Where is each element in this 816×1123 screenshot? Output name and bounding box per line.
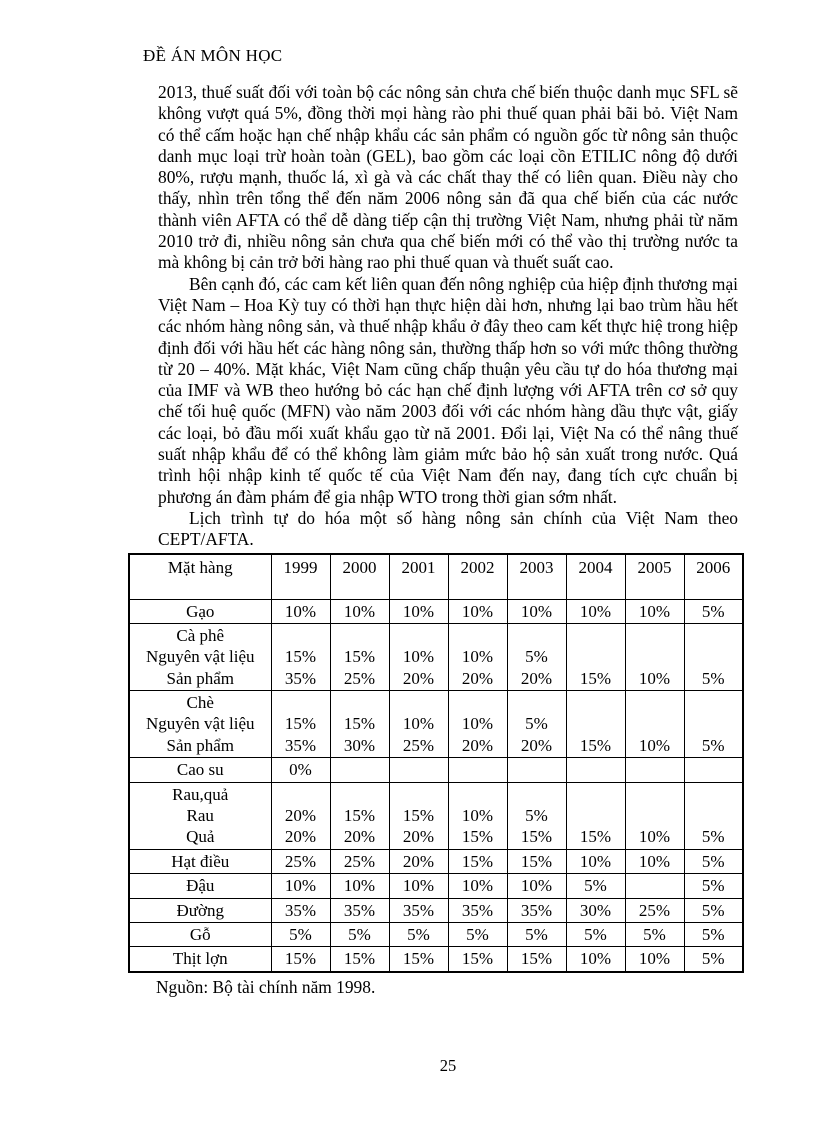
- tariff-value: 10%: [520, 876, 553, 896]
- tariff-value: [449, 759, 507, 780]
- tariff-value: 5%: [525, 647, 548, 667]
- tariff-value: [685, 713, 743, 734]
- tariff-value: [626, 875, 684, 896]
- row-label-cell: [129, 623, 271, 690]
- tariff-value: 25%: [638, 900, 671, 920]
- table-row: [129, 849, 743, 873]
- column-header-year: 2004: [566, 554, 625, 600]
- tariff-value-cell: [389, 623, 448, 690]
- tariff-value: 20%: [402, 668, 435, 688]
- tariff-value: [567, 625, 625, 646]
- tariff-value: [331, 625, 389, 646]
- tariff-value: [567, 784, 625, 805]
- tariff-value-cell: [507, 947, 566, 972]
- tariff-value-cell: [507, 691, 566, 758]
- tariff-value-cell: [448, 623, 507, 690]
- tariff-value-cell: [448, 691, 507, 758]
- tariff-value-cell: [684, 947, 743, 972]
- tariff-value: [685, 646, 743, 667]
- tariff-value: 10%: [343, 601, 376, 621]
- table-row: [129, 623, 743, 690]
- source-note: Nguồn: Bộ tài chính năm 1998.: [156, 976, 376, 997]
- tariff-value: [567, 759, 625, 780]
- document-header: ĐỀ ÁN MÔN HỌC: [143, 46, 283, 65]
- tariff-value: [626, 713, 684, 734]
- page-number: 25: [439, 1056, 457, 1075]
- table-caption-paragraph: Lịch trình tự do hóa một số hàng nông sản chính của Việt Nam theo CEPT/AFTA.: [158, 507, 738, 550]
- tariff-value-cell: [271, 874, 330, 898]
- tariff-value: 20%: [284, 806, 317, 826]
- tariff-value-cell: [448, 898, 507, 922]
- row-label: Đậu: [186, 876, 215, 896]
- tariff-value: 5%: [525, 806, 548, 826]
- tariff-value-cell: [566, 898, 625, 922]
- tariff-value: 15%: [284, 647, 317, 667]
- tariff-value: 15%: [579, 735, 612, 755]
- tariff-value: [685, 759, 743, 780]
- column-header-item: Mặt hàng: [129, 554, 271, 600]
- row-label: Nguyên vật liệu: [145, 714, 255, 734]
- tariff-value-cell: [625, 947, 684, 972]
- tariff-value-cell: [684, 599, 743, 623]
- tariff-value: 10%: [579, 949, 612, 969]
- column-header-year: 2000: [330, 554, 389, 600]
- tariff-value: 15%: [402, 806, 435, 826]
- tariff-value: 35%: [520, 900, 553, 920]
- tariff-value-cell: [566, 923, 625, 947]
- tariff-value-cell: [684, 898, 743, 922]
- tariff-value: 10%: [461, 714, 494, 734]
- tariff-value-cell: [507, 874, 566, 898]
- tariff-value-cell: [330, 758, 389, 782]
- tariff-value-cell: [684, 849, 743, 873]
- tariff-value: [685, 784, 743, 805]
- tariff-value: 15%: [579, 827, 612, 847]
- tariff-value: 15%: [520, 827, 553, 847]
- tariff-value: 15%: [520, 851, 553, 871]
- tariff-value: 10%: [638, 851, 671, 871]
- table-row: [129, 898, 743, 922]
- tariff-value-cell: [271, 599, 330, 623]
- tariff-value: [331, 759, 389, 780]
- tariff-value-cell: [684, 874, 743, 898]
- row-label: Sản phẩm: [166, 668, 235, 688]
- tariff-value: 35%: [343, 900, 376, 920]
- tariff-value: 15%: [402, 949, 435, 969]
- tariff-value-cell: [684, 758, 743, 782]
- row-label: Rau: [186, 806, 214, 826]
- tariff-value: 15%: [343, 714, 376, 734]
- tariff-value-cell: [389, 782, 448, 849]
- table-row: [129, 758, 743, 782]
- row-label: Cao su: [176, 760, 224, 780]
- tariff-value: [567, 646, 625, 667]
- tariff-value-cell: [448, 874, 507, 898]
- tariff-value: [685, 692, 743, 713]
- tariff-value: 5%: [701, 668, 725, 688]
- tariff-value-cell: [625, 599, 684, 623]
- tariff-value: 5%: [289, 925, 312, 944]
- tariff-value-cell: [566, 874, 625, 898]
- tariff-value-cell: [389, 691, 448, 758]
- tariff-value: 15%: [284, 949, 317, 969]
- row-label-cell: [129, 874, 271, 898]
- tariff-value: [508, 692, 566, 713]
- tariff-value-cell: [271, 898, 330, 922]
- tariff-value-cell: [271, 691, 330, 758]
- row-label: Sản phẩm: [166, 735, 235, 755]
- tariff-value: 5%: [584, 876, 607, 896]
- row-label-cell: [129, 782, 271, 849]
- tariff-value: 10%: [284, 876, 317, 896]
- tariff-value: 15%: [461, 949, 494, 969]
- tariff-value: 20%: [461, 668, 494, 688]
- tariff-value: [390, 625, 448, 646]
- tariff-value: 25%: [343, 851, 376, 871]
- tariff-value: 15%: [343, 647, 376, 667]
- tariff-value: 35%: [402, 900, 435, 920]
- tariff-value-cell: [625, 782, 684, 849]
- body-paragraph: Bên cạnh đó, các cam kết liên quan đến nông nghiệp của hiệp định thương mại Việt Nam – Hoa Kỳ tuy có thời hạn thực hiện dài hơn, nhưng lại bao trùm hầu hết các nhóm hàng nông sản, và thuế nhập khẩu ở đây theo cam kết thực hiệ trong hiệp định đối với hầu hết các hàng nông sản, thường thấp hơn so với mức thông thường từ 20 – 40%. Mặt khác, Việt Nam cũng chấp thuận yêu cầu tự do hóa thương mại của IMF và WB theo hướng bỏ các hạn chế định lượng với AFTA trên cơ sở quy chế tối huệ quốc (MFN) vào năm 2003 đối với các nhóm hàng dầu thực vật, giấy các loại, bỏ đầu mối xuất khẩu gạo từ nă 2001. Đổi lại, Việt Na có thể nâng thuế suất nhập khẩu để có thể không làm giảm mức bảo hộ sản xuất trong nước. Quá trình hội nhập kinh tế quốc tế của Việt Nam đến nay, đang tích cực chuẩn bị phương án đàm phám để gia nhập WTO trong thời gian sớm nhất.: [158, 273, 738, 507]
- row-label-cell: [129, 898, 271, 922]
- tariff-value: 20%: [402, 827, 435, 847]
- tariff-value-cell: [271, 947, 330, 972]
- tariff-value-cell: [271, 758, 330, 782]
- tariff-value-cell: [566, 691, 625, 758]
- tariff-value: 10%: [461, 601, 494, 621]
- tariff-value: [331, 692, 389, 713]
- tariff-value: [626, 805, 684, 826]
- tariff-value: 15%: [520, 949, 553, 969]
- tariff-value: 15%: [284, 714, 317, 734]
- column-header-year: 2003: [507, 554, 566, 600]
- tariff-table: [128, 553, 744, 973]
- tariff-value: 20%: [402, 851, 435, 871]
- tariff-value: 10%: [520, 601, 553, 621]
- table-row: [129, 782, 743, 849]
- tariff-value-cell: [330, 874, 389, 898]
- row-label: Quả: [186, 827, 215, 847]
- tariff-value: [390, 692, 448, 713]
- tariff-value: 5%: [701, 876, 725, 896]
- tariff-value: [626, 759, 684, 780]
- tariff-value: 5%: [643, 925, 666, 944]
- tariff-value: 10%: [579, 851, 612, 871]
- tariff-value: 5%: [407, 925, 430, 944]
- page-content: [143, 46, 738, 998]
- tariff-value: [449, 692, 507, 713]
- tariff-value: 30%: [343, 735, 376, 755]
- tariff-value: [390, 759, 448, 780]
- tariff-value: 10%: [579, 601, 612, 621]
- tariff-value: [626, 692, 684, 713]
- tariff-value-cell: [684, 923, 743, 947]
- tariff-value: [685, 805, 743, 826]
- tariff-value: 35%: [284, 735, 317, 755]
- tariff-value: 15%: [343, 806, 376, 826]
- tariff-value-cell: [625, 898, 684, 922]
- tariff-value-cell: [625, 691, 684, 758]
- tariff-value: 5%: [701, 601, 725, 621]
- tariff-value-cell: [507, 758, 566, 782]
- tariff-value: 10%: [461, 806, 494, 826]
- tariff-value: 5%: [701, 735, 725, 755]
- tariff-value: 10%: [402, 647, 435, 667]
- tariff-value: 10%: [461, 647, 494, 667]
- tariff-value-cell: [625, 923, 684, 947]
- tariff-value-cell: [448, 923, 507, 947]
- tariff-value: 20%: [461, 735, 494, 755]
- tariff-value-cell: [507, 782, 566, 849]
- tariff-value: [508, 625, 566, 646]
- tariff-value: [626, 646, 684, 667]
- tariff-value-cell: [448, 849, 507, 873]
- tariff-value: 10%: [638, 668, 671, 688]
- tariff-value-cell: [330, 849, 389, 873]
- tariff-value-cell: [566, 758, 625, 782]
- tariff-value-cell: [684, 691, 743, 758]
- tariff-value-cell: [684, 623, 743, 690]
- tariff-value: 10%: [638, 735, 671, 755]
- tariff-value: 20%: [343, 827, 376, 847]
- tariff-value-cell: [448, 782, 507, 849]
- tariff-value: 10%: [402, 601, 435, 621]
- tariff-value-cell: [271, 782, 330, 849]
- tariff-value-cell: [389, 849, 448, 873]
- tariff-value: 15%: [461, 851, 494, 871]
- column-header-year: 2005: [625, 554, 684, 600]
- tariff-value: [567, 692, 625, 713]
- tariff-value: [508, 784, 566, 805]
- tariff-value-cell: [566, 849, 625, 873]
- table-row: [129, 691, 743, 758]
- tariff-value: 20%: [284, 827, 317, 847]
- tariff-value: [567, 805, 625, 826]
- tariff-value-cell: [625, 874, 684, 898]
- tariff-value-cell: [271, 923, 330, 947]
- tariff-value: [449, 625, 507, 646]
- tariff-value-cell: [330, 947, 389, 972]
- tariff-value-cell: [625, 849, 684, 873]
- tariff-value: 5%: [525, 714, 548, 734]
- tariff-value-cell: [389, 947, 448, 972]
- tariff-value: 10%: [402, 714, 435, 734]
- tariff-value-cell: [448, 599, 507, 623]
- tariff-value-cell: [389, 898, 448, 922]
- tariff-value: [272, 784, 330, 805]
- tariff-value: 5%: [701, 949, 725, 969]
- tariff-value: 10%: [402, 876, 435, 896]
- tariff-value: 35%: [461, 900, 494, 920]
- tariff-value: [449, 784, 507, 805]
- body-text: [158, 82, 738, 551]
- tariff-value-cell: [448, 947, 507, 972]
- column-header-year: 2006: [684, 554, 743, 600]
- tariff-value-cell: [507, 599, 566, 623]
- tariff-value-cell: [566, 623, 625, 690]
- tariff-value: 20%: [520, 735, 553, 755]
- table-row: [129, 599, 743, 623]
- row-label: Cà phê: [176, 625, 225, 645]
- table-row: [129, 923, 743, 947]
- tariff-value-cell: [389, 923, 448, 947]
- tariff-value-cell: [507, 623, 566, 690]
- tariff-value: [390, 784, 448, 805]
- tariff-value: 5%: [525, 925, 548, 944]
- row-label: Gạo: [186, 601, 215, 621]
- tariff-value-cell: [566, 599, 625, 623]
- tariff-value-cell: [684, 782, 743, 849]
- tariff-value-cell: [389, 599, 448, 623]
- tariff-value: 15%: [579, 668, 612, 688]
- row-label: Thịt lợn: [172, 949, 228, 969]
- tariff-value-cell: [330, 898, 389, 922]
- row-label-cell: [129, 691, 271, 758]
- row-label-cell: [129, 599, 271, 623]
- tariff-table-body: [129, 599, 743, 972]
- tariff-value: 5%: [701, 827, 725, 847]
- tariff-value: 5%: [701, 851, 725, 871]
- tariff-value: 10%: [343, 876, 376, 896]
- tariff-value: [272, 692, 330, 713]
- tariff-value-cell: [566, 782, 625, 849]
- tariff-value-cell: [566, 947, 625, 972]
- body-paragraph: 2013, thuế suất đối với toàn bộ các nông sản chưa chế biến thuộc danh mục SFL sẽ không vượt quá 5%, đồng thời mọi hàng rào phi thuế quan phải bãi bỏ. Việt Nam có thể cấm hoặc hạn chế nhập khẩu các sản phẩm có nguồn gốc từ nông sản thuộc danh mục loại trừ hoàn toàn (GEL), bao gồm các loại cồn ETILIC nông độ dưới 80%, rượu mạnh, thuốc lá, xì gà và các chất thay thế có liên quan. Điều này cho thấy, nhìn trên tổng thể đến năm 2006 nông sản đã qua chế biến của các nước thành viên AFTA có thể dễ dàng tiếp cận thị trường Việt Nam, nhưng phải từ năm 2010 trở đi, nhiều nông sản chưa qua chế biến mới có thể vào thị trường nước ta mà không bị cản trở bởi hàng rao phi thuế quan và thuết suất cao.: [158, 82, 738, 273]
- tariff-value: 5%: [701, 900, 725, 920]
- column-header-year: 2001: [389, 554, 448, 600]
- row-label-cell: [129, 849, 271, 873]
- tariff-value: [331, 784, 389, 805]
- tariff-value: [685, 625, 743, 646]
- row-label: Chè: [186, 693, 214, 713]
- table-row: [129, 947, 743, 972]
- tariff-value-cell: [448, 758, 507, 782]
- column-header-year: 1999: [271, 554, 330, 600]
- tariff-value: 10%: [638, 601, 671, 621]
- tariff-value: 20%: [520, 668, 553, 688]
- row-label-cell: [129, 923, 271, 947]
- tariff-value-cell: [330, 923, 389, 947]
- column-header-year: 2002: [448, 554, 507, 600]
- tariff-value-cell: [507, 923, 566, 947]
- tariff-value: [508, 759, 566, 780]
- tariff-value: [626, 625, 684, 646]
- tariff-value-cell: [507, 898, 566, 922]
- tariff-value: 35%: [284, 900, 317, 920]
- row-label-cell: [129, 947, 271, 972]
- row-label: Rau,quả: [172, 784, 229, 804]
- tariff-value-cell: [389, 758, 448, 782]
- tariff-value: 15%: [343, 949, 376, 969]
- tariff-table-header-row: [129, 554, 743, 600]
- tariff-value-cell: [330, 623, 389, 690]
- tariff-value: 25%: [402, 735, 435, 755]
- tariff-value: 30%: [579, 900, 612, 920]
- tariff-value-cell: [271, 849, 330, 873]
- tariff-value: 10%: [638, 949, 671, 969]
- tariff-value: 0%: [289, 760, 312, 780]
- row-label: Gỗ: [189, 925, 211, 944]
- tariff-value: 5%: [701, 925, 725, 944]
- tariff-value-cell: [625, 758, 684, 782]
- table-row: [129, 874, 743, 898]
- tariff-value-cell: [330, 691, 389, 758]
- tariff-value: [626, 784, 684, 805]
- tariff-value-cell: [330, 599, 389, 623]
- tariff-value-cell: [389, 874, 448, 898]
- tariff-value: 15%: [461, 827, 494, 847]
- tariff-value: 10%: [461, 876, 494, 896]
- tariff-value: 25%: [284, 851, 317, 871]
- row-label: Nguyên vật liệu: [145, 647, 255, 667]
- tariff-value: [272, 625, 330, 646]
- tariff-value-cell: [625, 623, 684, 690]
- row-label-cell: [129, 758, 271, 782]
- tariff-value-cell: [507, 849, 566, 873]
- tariff-value: 35%: [284, 668, 317, 688]
- tariff-value: 25%: [343, 668, 376, 688]
- tariff-value: [567, 713, 625, 734]
- tariff-value-cell: [330, 782, 389, 849]
- tariff-value: 5%: [466, 925, 489, 944]
- tariff-table-wrapper: [128, 553, 744, 973]
- tariff-value: 5%: [584, 925, 607, 944]
- tariff-value: 10%: [638, 827, 671, 847]
- row-label: Đường: [176, 900, 224, 920]
- row-label: Hạt điều: [171, 851, 230, 871]
- tariff-value: 10%: [284, 601, 317, 621]
- tariff-value-cell: [271, 623, 330, 690]
- tariff-value: 5%: [348, 925, 371, 944]
